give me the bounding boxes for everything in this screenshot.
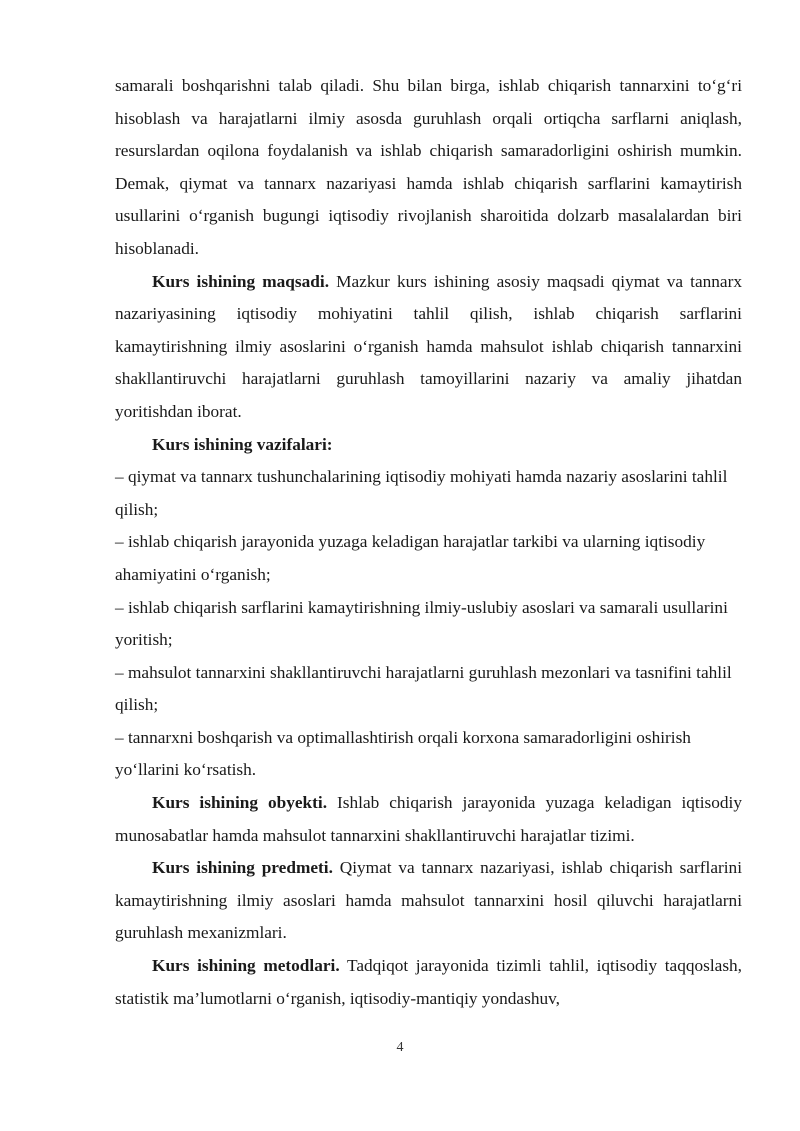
task-item: – qiymat va tannarx tushunchalarining iqtisodiy mohiyati hamda nazariy asoslarini tahlil qilish; xyxy=(115,467,728,519)
object-paragraph xyxy=(115,787,742,852)
methods-heading: Kurs ishining metodlari. xyxy=(152,956,340,976)
methods-text: Tadqiqot jarayonida tizimli tahlil, iqtisodiy taqqoslash, statistik ma’lumotlarni o‘rganish, iqtisodiy-mantiqiy yondashuv, xyxy=(115,956,742,1008)
page-number: 4 xyxy=(396,1040,404,1055)
subject-text: Qiymat va tannarx nazariyasi, ishlab chiqarish sarflarini kamaytirishning ilmiy asoslari hamda mahsulot tannarxini hosil qiluvchi harajatlarni guruhlash mexanizmlari. xyxy=(115,858,743,943)
task-item: – mahsulot tannarxini shakllantiruvchi harajatlarni guruhlash mezonlari va tasnifini tahlil qilish; xyxy=(115,662,732,715)
goal-heading: Kurs ishining maqsadi. xyxy=(152,271,330,291)
tasks-list xyxy=(115,461,742,787)
intro-paragraph: samarali boshqarishni talab qiladi. Shu bilan birga, ishlab chiqarish tannarxini to‘g‘ri hisoblash va harajatlarni ilmiy asosda guruhlash orqali ortiqcha sarflarni aniqlash, resurslardan oqilona foydalanish va ishlab chiqarish samaradorligini oshirish mumkin. Demak, qiymat va tannarx nazariyasi hamda ishlab chiqarish sarflarini kamaytirish usullarini o‘rganish bugungi iqtisodiy rivojlanish sharoitida dolzarb masalalardan biri hisoblanadi. xyxy=(115,76,742,258)
document-page xyxy=(115,70,742,1015)
object-heading: Kurs ishining obyekti. xyxy=(152,793,328,813)
task-item: – ishlab chiqarish sarflarini kamaytirishning ilmiy-uslubiy asoslari va samarali usullarini yoritish; xyxy=(115,597,728,650)
task-item: – tannarxni boshqarish va optimallashtirish orqali korxona samaradorligini oshirish yo‘llarini ko‘rsatish. xyxy=(115,727,691,780)
subject-paragraph xyxy=(115,852,742,950)
object-text: Ishlab chiqarish jarayonida yuzaga keladigan iqtisodiy munosabatlar hamda mahsulot tannarxini shakllantiruvchi harajatlar tizimi. xyxy=(115,793,742,845)
subject-heading: Kurs ishining predmeti. xyxy=(152,858,333,878)
goal-text: Mazkur kurs ishining asosiy maqsadi qiymat va tannarx nazariyasining iqtisodiy mohiyatini tahlil qilish, ishlab chiqarish sarflarini kamaytirishning ilmiy asoslarini o‘rganish hamda mahsulot ishlab chiqarish tannarxini shakllantiruvchi harajatlarni guruhlash tamoyillarini nazariy va amaliy jihatdan yoritishdan iborat. xyxy=(115,271,742,421)
task-item: – ishlab chiqarish jarayonida yuzaga keladigan harajatlar tarkibi va ularning iqtisodiy ahamiyatini o‘rganish; xyxy=(115,532,706,584)
tasks-heading-paragraph xyxy=(115,429,742,462)
methods-paragraph xyxy=(115,950,742,1015)
tasks-heading: Kurs ishining vazifalari: xyxy=(152,434,333,454)
goal-paragraph xyxy=(115,266,742,429)
